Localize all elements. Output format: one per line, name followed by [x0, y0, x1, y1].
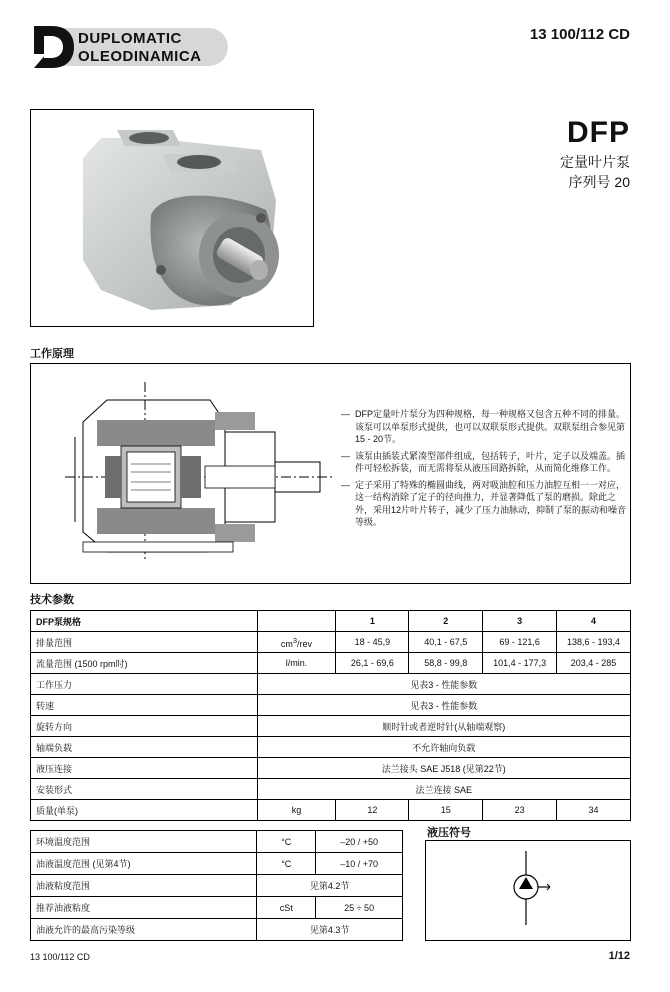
row-label: 流量范围 (1500 rpm时): [31, 653, 258, 674]
table-cell: –10 / +70: [316, 853, 403, 875]
table-cell: 12: [336, 800, 409, 821]
row-unit: °C: [257, 831, 316, 853]
table-cell: –20 / +50: [316, 831, 403, 853]
merged-cell: 见第4.3节: [257, 919, 403, 941]
table-cell: 25 ÷ 50: [316, 897, 403, 919]
table-cell: 26,1 - 69,6: [336, 653, 409, 674]
row-label: 轴端负载: [31, 737, 258, 758]
environment-table: [30, 830, 403, 941]
header-cell: 2: [409, 611, 483, 632]
product-photo: [30, 109, 314, 327]
header-cell: DFP泵规格: [31, 611, 258, 632]
row-unit: °C: [257, 853, 316, 875]
row-label: 环境温度范围: [31, 831, 257, 853]
header-cell: 1: [336, 611, 409, 632]
row-label: 油液允许的最高污染等级: [31, 919, 257, 941]
table-row: [31, 853, 403, 875]
table-row: [31, 758, 631, 779]
specs-table: [30, 610, 631, 821]
table-row: [31, 716, 631, 737]
header-cell: 4: [557, 611, 631, 632]
pump-cross-section-diagram: [65, 382, 335, 562]
table-row: [31, 897, 403, 919]
duplomatic-d-icon: [32, 24, 76, 70]
principle-bullet: — 定子采用了特殊的椭圆曲线，两对吸油腔和压力油腔互相一一对应，这一结构消除了定子的径向推力，并显著降低了泵的磨损。除此之外，采用12片叶片转子，减少了压力油脉动，抑制了泵的振动和噪音等级。: [341, 479, 627, 529]
table-cell: 101,4 - 177,3: [483, 653, 557, 674]
header-cell: 3: [483, 611, 557, 632]
product-series: 序列号 20: [568, 174, 630, 190]
hydraulic-symbol-box: [425, 840, 631, 941]
row-unit: kg: [257, 800, 336, 821]
principle-box: [30, 363, 631, 584]
product-name: 定量叶片泵: [560, 154, 630, 170]
header-cell: [257, 611, 336, 632]
section-heading-symbol: 液压符号: [427, 827, 471, 839]
table-cell: 138,6 - 193,4: [557, 632, 631, 653]
table-row: [31, 800, 631, 821]
table-row: [31, 632, 631, 653]
brand-logo: [30, 24, 230, 70]
table-row: [31, 919, 403, 941]
principle-bullet: — 该泵由插装式紧凑型部件组成，包括转子，叶片，定子以及端盖。插件可轻松拆装，而无需将泵从液压回路拆除，从而简化维修工作。: [341, 450, 627, 475]
principle-bullet: — DFP定量叶片泵分为四种规格，每一种规格又包含五种不同的排量。该泵可以单泵形式提供，也可以双联泵形式提供。双联泵组合参见第15 - 20节。: [341, 408, 627, 446]
merged-cell: 不允许轴向负载: [257, 737, 630, 758]
row-label: 旋转方向: [31, 716, 258, 737]
table-cell: 203,4 - 285: [557, 653, 631, 674]
row-label: 质量(单泵): [31, 800, 258, 821]
table-cell: 23: [483, 800, 557, 821]
brand-line-1: DUPLOMATIC: [78, 30, 182, 47]
table-row: [31, 653, 631, 674]
table-cell: 18 - 45,9: [336, 632, 409, 653]
row-label: 转速: [31, 695, 258, 716]
merged-cell: 顺时针或者逆时针(从轴端观察): [257, 716, 630, 737]
table-cell: 34: [557, 800, 631, 821]
row-label: 工作压力: [31, 674, 258, 695]
table-cell: 69 - 121,6: [483, 632, 557, 653]
row-unit: cSt: [257, 897, 316, 919]
row-label: 油液温度范围 (见第4节): [31, 853, 257, 875]
table-cell: 40,1 - 67,5: [409, 632, 483, 653]
section-heading-specs: 技术参数: [30, 594, 74, 606]
table-row: [31, 674, 631, 695]
merged-cell: 法兰接头 SAE J518 (见第22节): [257, 758, 630, 779]
pump-symbol-icon: [426, 841, 630, 940]
row-label: 排量范围: [31, 632, 258, 653]
page-number: 1/12: [608, 950, 630, 962]
document-code: 13 100/112 CD: [529, 26, 630, 43]
table-cell: 58,8 - 99,8: [409, 653, 483, 674]
table-row: [31, 737, 631, 758]
product-code: DFP: [567, 116, 630, 149]
merged-cell: 见表3 - 性能参数: [257, 695, 630, 716]
table-header-row: [31, 611, 631, 632]
row-unit: l/min.: [257, 653, 336, 674]
row-label: 推荐油液粘度: [31, 897, 257, 919]
table-row: [31, 831, 403, 853]
row-unit: $cm^3$/rev: [257, 632, 336, 653]
footer-doc-code: 13 100/112 CD: [30, 952, 90, 962]
section-heading-principle: 工作原理: [30, 348, 74, 360]
product-title-block: [560, 116, 630, 192]
row-label: 安装形式: [31, 779, 258, 800]
vane-pump-illustration: [31, 110, 313, 326]
table-cell: 15: [409, 800, 483, 821]
row-label: 油液粘度范围: [31, 875, 257, 897]
brand-line-2: OLEODINAMICA: [78, 48, 202, 65]
table-row: [31, 779, 631, 800]
merged-cell: 见第4.2节: [257, 875, 403, 897]
table-row: [31, 875, 403, 897]
merged-cell: 法兰连接 SAE: [257, 779, 630, 800]
row-label: 液压连接: [31, 758, 258, 779]
merged-cell: 见表3 - 性能参数: [257, 674, 630, 695]
principle-bullets: [341, 408, 627, 533]
table-row: [31, 695, 631, 716]
